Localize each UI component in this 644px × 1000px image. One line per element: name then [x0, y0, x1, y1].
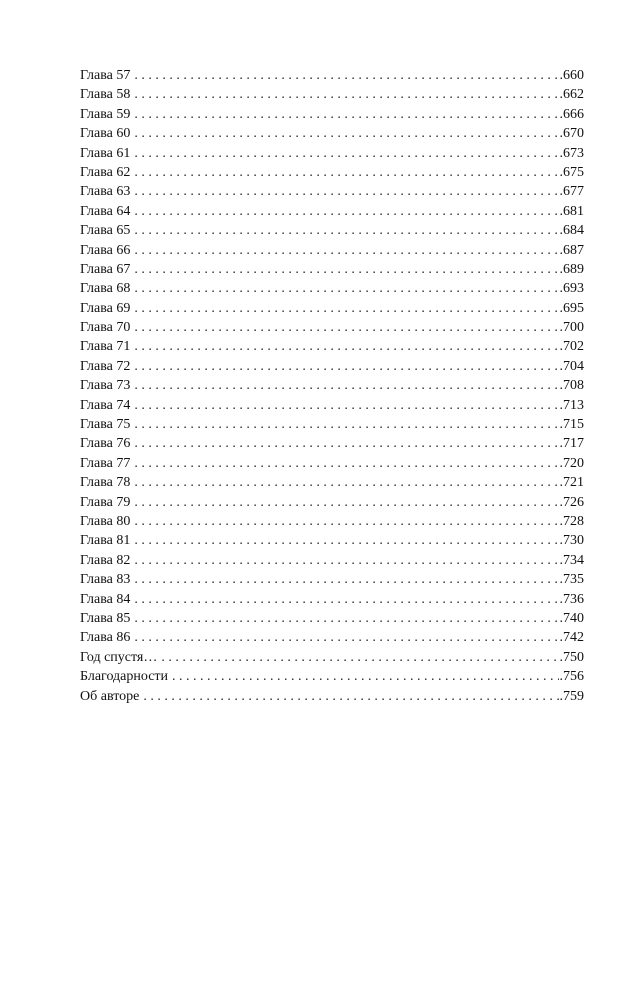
toc-dot-leader	[134, 318, 558, 337]
toc-entry-page-number: .726	[559, 494, 584, 510]
toc-entry-title: Глава 69	[80, 300, 131, 316]
toc-dot-leader	[134, 337, 558, 356]
toc-entry-title: Глава 63	[80, 184, 131, 200]
toc-entry	[80, 667, 584, 686]
toc-entry-page-number: .660	[559, 68, 584, 83]
toc-entry-title: Глава 61	[80, 145, 131, 161]
toc-entry-title: Глава 78	[80, 475, 131, 491]
toc-entry-title: Глава 85	[80, 610, 131, 626]
toc-entry	[80, 648, 584, 667]
toc-entry	[80, 124, 584, 143]
toc-dot-leader	[134, 221, 558, 240]
toc-entry-title: Глава 77	[80, 455, 131, 471]
toc-entry	[80, 85, 584, 104]
toc-entry	[80, 415, 584, 434]
toc-entry	[80, 609, 584, 628]
toc-entry	[80, 105, 584, 124]
toc-entry-title: Глава 71	[80, 339, 131, 355]
toc-entry-title: Глава 86	[80, 630, 131, 646]
toc-dot-leader	[134, 473, 558, 492]
toc-entry	[80, 376, 584, 395]
toc-dot-leader	[134, 299, 558, 318]
toc-dot-leader	[134, 590, 558, 609]
toc-entry-title: Глава 72	[80, 358, 131, 374]
toc-entry	[80, 570, 584, 589]
toc-entry	[80, 493, 584, 512]
toc-entry-page-number: .695	[559, 300, 584, 316]
toc-entry	[80, 628, 584, 647]
toc-entry-title: Благодарности	[80, 669, 169, 685]
toc-entry	[80, 531, 584, 550]
toc-entry	[80, 241, 584, 260]
toc-dot-leader	[134, 144, 558, 163]
toc-entry-page-number: .704	[559, 358, 584, 374]
toc-entry-title: Глава 62	[80, 164, 131, 180]
toc-entry-title: Глава 58	[80, 87, 131, 103]
toc-dot-leader	[134, 85, 558, 104]
toc-entry-page-number: .715	[559, 417, 584, 433]
toc-entry-page-number: .713	[559, 397, 584, 413]
toc-entry-page-number: .681	[559, 203, 584, 219]
toc-entry	[80, 687, 584, 706]
toc-entry	[80, 163, 584, 182]
toc-entry-title: Год спустя…	[80, 649, 158, 665]
toc-entry-page-number: .700	[559, 320, 584, 336]
toc-entry-title: Глава 75	[80, 417, 131, 433]
toc-entry	[80, 357, 584, 376]
toc-entry-page-number: .720	[559, 455, 584, 471]
toc-dot-leader	[134, 531, 558, 550]
toc-dot-leader	[134, 182, 558, 201]
toc-entry-title: Глава 79	[80, 494, 131, 510]
toc-dot-leader	[134, 396, 558, 415]
toc-dot-leader	[134, 609, 558, 628]
toc-entry	[80, 182, 584, 201]
toc-entry	[80, 144, 584, 163]
toc-entry-page-number: .734	[559, 552, 584, 568]
toc-entry	[80, 454, 584, 473]
toc-dot-leader	[134, 124, 558, 143]
toc-entry	[80, 396, 584, 415]
toc-dot-leader	[134, 512, 558, 531]
toc-dot-leader	[134, 105, 558, 124]
toc-entry-title: Глава 60	[80, 126, 131, 142]
toc-entry-page-number: .677	[559, 184, 584, 200]
toc-entry-title: Глава 68	[80, 281, 131, 297]
toc-dot-leader	[134, 628, 558, 647]
toc-dot-leader	[134, 202, 558, 221]
toc-entry-title: Глава 83	[80, 572, 131, 588]
toc-entry-page-number: .717	[559, 436, 584, 452]
toc-entry-page-number: .750	[559, 649, 584, 665]
toc-dot-leader	[134, 163, 558, 182]
toc-entry-title: Глава 70	[80, 320, 131, 336]
toc-entry	[80, 512, 584, 531]
toc-entry-title: Глава 64	[80, 203, 131, 219]
toc-entry	[80, 66, 584, 85]
toc-entry-page-number: .736	[559, 591, 584, 607]
toc-entry-page-number: .728	[559, 513, 584, 529]
toc-dot-leader	[134, 260, 558, 279]
toc-dot-leader	[134, 570, 558, 589]
toc-entry-title: Глава 57	[80, 68, 131, 83]
table-of-contents	[80, 66, 584, 706]
toc-dot-leader	[134, 66, 558, 85]
toc-entry-title: Глава 81	[80, 533, 131, 549]
toc-entry-page-number: .673	[559, 145, 584, 161]
toc-entry	[80, 221, 584, 240]
toc-entry-page-number: .721	[559, 475, 584, 491]
toc-entry	[80, 434, 584, 453]
toc-entry	[80, 299, 584, 318]
toc-entry-page-number: .693	[559, 281, 584, 297]
toc-entry-title: Глава 59	[80, 106, 131, 122]
toc-entry	[80, 590, 584, 609]
toc-entry-title: Глава 73	[80, 378, 131, 394]
toc-entry-title: Глава 80	[80, 513, 131, 529]
toc-dot-leader	[134, 241, 558, 260]
toc-entry-page-number: .756	[559, 669, 584, 685]
toc-entry-title: Глава 74	[80, 397, 131, 413]
toc-entry-page-number: .735	[559, 572, 584, 588]
toc-entry-page-number: .662	[559, 87, 584, 103]
toc-entry-title: Глава 67	[80, 261, 131, 277]
toc-entry-title: Глава 82	[80, 552, 131, 568]
toc-entry-page-number: .759	[559, 688, 584, 704]
toc-entry-page-number: .675	[559, 164, 584, 180]
toc-entry-page-number: .702	[559, 339, 584, 355]
toc-entry	[80, 473, 584, 492]
toc-dot-leader	[134, 434, 558, 453]
toc-dot-leader	[143, 687, 558, 706]
toc-entry-page-number: .730	[559, 533, 584, 549]
toc-entry-title: Глава 76	[80, 436, 131, 452]
toc-dot-leader	[134, 415, 558, 434]
toc-entry	[80, 202, 584, 221]
toc-entry-page-number: .740	[559, 610, 584, 626]
toc-dot-leader	[134, 493, 558, 512]
toc-entry	[80, 260, 584, 279]
toc-entry-page-number: .689	[559, 261, 584, 277]
toc-entry	[80, 279, 584, 298]
toc-dot-leader	[134, 551, 558, 570]
toc-dot-leader	[134, 376, 558, 395]
toc-entry-page-number: .666	[559, 106, 584, 122]
toc-dot-leader	[161, 648, 558, 667]
toc-dot-leader	[134, 454, 558, 473]
toc-dot-leader	[172, 667, 558, 686]
toc-entry-title: Об авторе	[80, 688, 140, 704]
toc-dot-leader	[134, 279, 558, 298]
toc-dot-leader	[134, 357, 558, 376]
toc-entry-page-number: .742	[559, 630, 584, 646]
toc-entry-title: Глава 84	[80, 591, 131, 607]
toc-entry-page-number: .687	[559, 242, 584, 258]
toc-entry	[80, 318, 584, 337]
toc-entry-title: Глава 66	[80, 242, 131, 258]
toc-entry-page-number: .684	[559, 223, 584, 239]
toc-entry-page-number: .670	[559, 126, 584, 142]
toc-entry-page-number: .708	[559, 378, 584, 394]
toc-entry-title: Глава 65	[80, 223, 131, 239]
toc-entry	[80, 337, 584, 356]
toc-entry	[80, 551, 584, 570]
